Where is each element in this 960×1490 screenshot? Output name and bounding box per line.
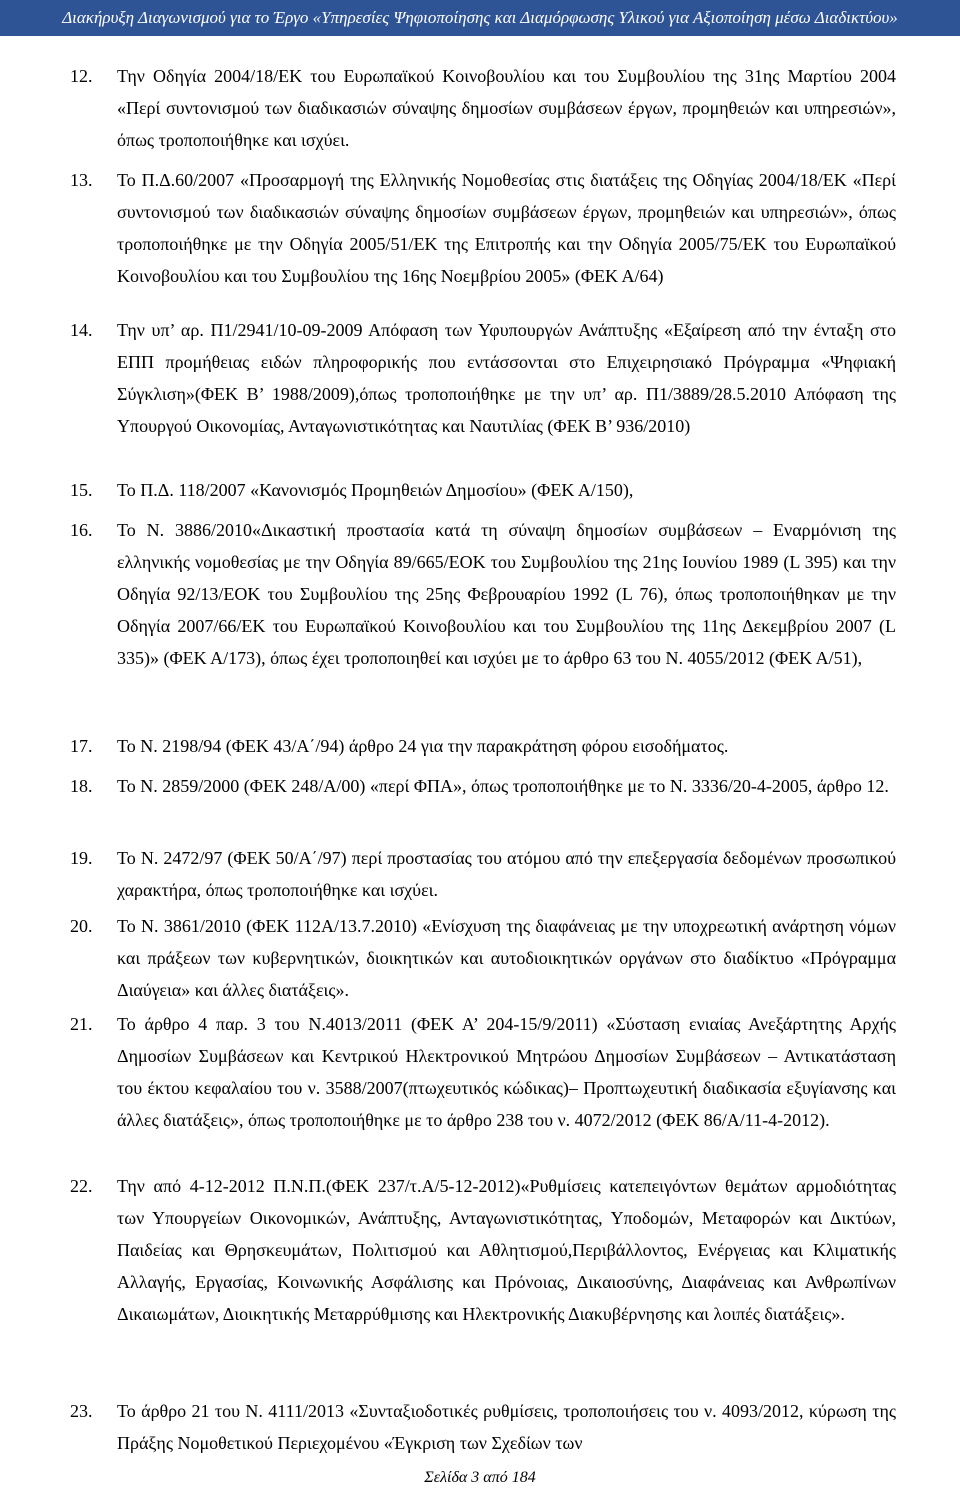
item-text: Το Ν. 3886/2010«Δικαστική προστασία κατά τη σύναψη δημοσίων συμβάσεων – Εναρμόνιση της ελληνικής νομοθεσίας με την Οδηγία 89/665/ΕΟΚ του Συμβουλίου της 21ης Ιουνίου 1989 (L 395) και την Οδηγία 92/13/ΕΟΚ του Συμβουλίου της 25ης Φεβρουαρίου 1992 (L 76), όπως τροποποιήθηκαν με την Οδηγία 2007/66/ΕΚ του Ευρωπαϊκού Κοινοβουλίου και του Συμβουλίου της 11ης Δεκεμβρίου 2007 (L 335)» (ΦΕΚ Α/173), όπως έχει τροποποιηθεί και ισχύει με το άρθρο 63 του Ν. 4055/2012 (ΦΕΚ Α/51), [117, 520, 896, 668]
list-item [70, 314, 896, 442]
list-item [70, 474, 896, 506]
item-number: 12. [70, 66, 93, 86]
list-item [70, 770, 896, 802]
item-number: 14. [70, 320, 93, 340]
item-text: Το άρθρο 4 παρ. 3 του Ν.4013/2011 (ΦΕΚ Α’ 204-15/9/2011) «Σύσταση ενιαίας Ανεξάρτητης Αρχής Δημοσίων Συμβάσεων και Κεντρικού Ηλεκτρονικού Μητρώου Δημοσίων Συμβάσεων – Αντικατάσταση του έκτου κεφαλαίου του ν. 3588/2007(πτωχευτικός κώδικας)– Προπτωχευτική διαδικασία εξυγίανσης και άλλες διατάξεις», όπως τροποποιήθηκε με το άρθρο 238 του ν. 4072/2012 (ΦΕΚ 86/Α/11-4-2012). [117, 1014, 896, 1130]
item-text: Το Π.Δ.60/2007 «Προσαρμογή της Ελληνικής Νομοθεσίας στις διατάξεις της Οδηγίας 2004/18/ΕΚ «Περί συντονισμού των διαδικασιών σύναψης δημοσίων συμβάσεων έργων, προμηθειών και υπηρεσιών», όπως τροποποιήθηκε με την Οδηγία 2005/51/ΕΚ της Επιτροπής και την Οδηγία 2005/75/ΕΚ του Ευρωπαϊκού Κοινοβουλίου και του Συμβουλίου της 16ης Νοεμβρίου 2005» (ΦΕΚ Α/64) [117, 170, 896, 286]
list-item [70, 1395, 896, 1459]
item-number: 23. [70, 1401, 93, 1421]
item-number: 22. [70, 1176, 93, 1196]
item-text: Την Οδηγία 2004/18/ΕΚ του Ευρωπαϊκού Κοινοβουλίου και του Συμβουλίου της 31ης Μαρτίου 2004 «Περί συντονισμού των διαδικασιών σύναψης δημοσίων συμβάσεων έργων, προμηθειών και υπηρεσιών», όπως τροποποιήθηκε και ισχύει. [117, 66, 896, 150]
item-number: 20. [70, 916, 93, 936]
item-text: Το άρθρο 21 του Ν. 4111/2013 «Συνταξιοδοτικές ρυθμίσεις, τροποποιήσεις του ν. 4093/2012, κύρωση της Πράξης Νομοθετικού Περιεχομένου «Έγκριση των Σχεδίων των [117, 1401, 896, 1453]
item-number: 16. [70, 520, 93, 540]
item-number: 21. [70, 1014, 93, 1034]
header-title: Διακήρυξη Διαγωνισμού για το Έργο «Υπηρεσίες Ψηφιοποίησης και Διαμόρφωσης Υλικού για Αξιοποίηση μέσω Διαδικτύου» [62, 8, 898, 27]
list-item [70, 60, 896, 156]
item-text: Το Ν. 2859/2000 (ΦΕΚ 248/Α/00) «περί ΦΠΑ», όπως τροποποιήθηκε με το Ν. 3336/20-4-2005, άρθρο 12. [117, 776, 889, 796]
item-number: 13. [70, 170, 93, 190]
item-text: Το Π.Δ. 118/2007 «Κανονισμός Προμηθειών Δημοσίου» (ΦΕΚ Α/150), [117, 480, 634, 500]
item-number: 15. [70, 480, 93, 500]
item-text: Το Ν. 2198/94 (ΦΕΚ 43/Α΄/94) άρθρο 24 για την παρακράτηση φόρου εισοδήματος. [117, 736, 729, 756]
page-number-footer: Σελίδα 3 από 184 [424, 1469, 536, 1486]
item-text: Την υπ’ αρ. Π1/2941/10-09-2009 Απόφαση των Υφυπουργών Ανάπτυξης «Εξαίρεση από την ένταξη στο ΕΠΠ προμήθειας ειδών πληροφορικής που εντάσσονται στο Επιχειρησιακό Πρόγραμμα «Ψηφιακή Σύγκλιση»(ΦΕΚ Β’ 1988/2009),όπως τροποποιήθηκε με την υπ’ αρ. Π1/3889/28.5.2010 Απόφαση της Υπουργού Οικονομίας, Ανταγωνιστικότητας και Ναυτιλίας (ΦΕΚ Β’ 936/2010) [117, 320, 896, 436]
list-item [70, 842, 896, 906]
list-item [70, 1170, 896, 1330]
item-number: 17. [70, 736, 93, 756]
list-item [70, 1008, 896, 1136]
list-item [70, 730, 896, 762]
item-number: 19. [70, 848, 93, 868]
item-text: Το Ν. 3861/2010 (ΦΕΚ 112Α/13.7.2010) «Ενίσχυση της διαφάνειας με την υποχρεωτική ανάρτηση νόμων και πράξεων των κυβερνητικών, διοικητικών και αυτοδιοικητικών οργάνων στο διαδίκτυο «Πρόγραμμα Διαύγεια» και άλλες διατάξεις». [117, 916, 896, 1000]
list-item [70, 514, 896, 674]
item-text: Το Ν. 2472/97 (ΦΕΚ 50/Α΄/97) περί προστασίας του ατόμου από την επεξεργασία δεδομένων προσωπικού χαρακτήρα, όπως τροποποιήθηκε και ισχύει. [117, 848, 896, 900]
list-item [70, 164, 896, 292]
item-text: Την από 4-12-2012 Π.Ν.Π.(ΦΕΚ 237/τ.Α/5-12-2012)«Ρυθμίσεις κατεπειγόντων θεμάτων αρμοδιότητας των Υπουργείων Οικονομικών, Ανάπτυξης, Ανταγωνιστικότητας, Υποδομών, Μεταφορών και Δικτύων, Παιδείας και Θρησκευμάτων, Πολιτισμού και Αθλητισμού,Περιβάλλοντος, Ενέργειας και Κλιματικής Αλλαγής, Εργασίας, Κοινωνικής Ασφάλισης και Πρόνοιας, Δικαιοσύνης, Διαφάνειας και Ανθρωπίνων Δικαιωμάτων, Διοικητικής Μεταρρύθμισης και Ηλεκτρονικής Διακυβέρνησης και λοιπές διατάξεις». [117, 1176, 896, 1324]
item-number: 18. [70, 776, 93, 796]
list-item [70, 910, 896, 1006]
